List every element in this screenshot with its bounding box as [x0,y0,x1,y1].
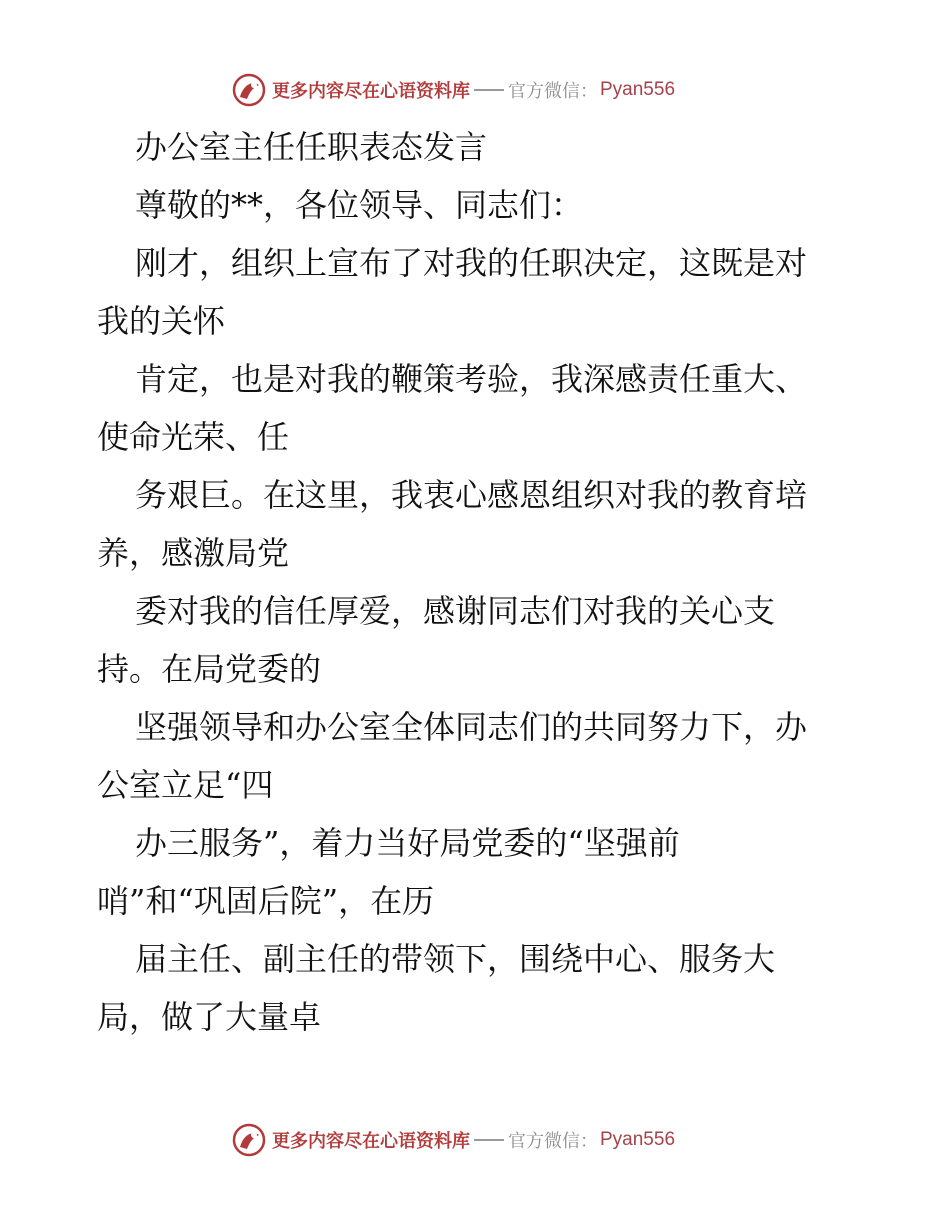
logo-icon [232,1123,266,1157]
watermark-banner-top [232,72,675,108]
body-line: 公室立足“四 [97,766,274,804]
body-line: 使命光荣、任 [97,418,290,456]
body-line: 养，感激局党 [97,534,290,572]
watermark-id-text: Pyan556 [600,1129,676,1150]
watermark-main-text: 更多内容尽在心语资料库 [272,81,470,102]
salutation: 尊敬的**，各位领导、同志们： [135,186,584,224]
body-line: 办三服务”，着力当好局党委的“坚强前 [135,824,680,862]
watermark-sub-text: 官方微信： [508,81,598,102]
body-line: 刚才，组织上宣布了对我的任职决定，这既是对 [135,244,808,282]
body-line: 委对我的信任厚爱，感谢同志们对我的关心支 [135,592,776,630]
body-line: 哨”和“巩固后院”，在历 [97,882,435,920]
body-line: 务艰巨。在这里，我衷心感恩组织对我的教育培 [135,476,808,514]
watermark-dash [474,89,504,91]
document-body [97,118,897,1046]
watermark-main-text: 更多内容尽在心语资料库 [272,1131,470,1152]
watermark-id-text: Pyan556 [600,79,676,100]
watermark-sub-text: 官方微信： [508,1131,598,1152]
watermark-dash [474,1139,504,1141]
body-line: 局，做了大量卓 [97,998,322,1036]
watermark-banner-bottom [232,1122,675,1158]
body-line: 坚强领导和办公室全体同志们的共同努力下，办 [135,708,808,746]
body-line: 持。在局党委的 [97,650,322,688]
body-line: 肯定，也是对我的鞭策考验，我深感责任重大、 [135,360,808,398]
logo-icon [232,73,266,107]
body-line: 届主任、副主任的带领下，围绕中心、服务大 [135,940,776,978]
body-line: 我的关怀 [97,302,226,340]
document-title: 办公室主任任职表态发言 [135,128,488,166]
